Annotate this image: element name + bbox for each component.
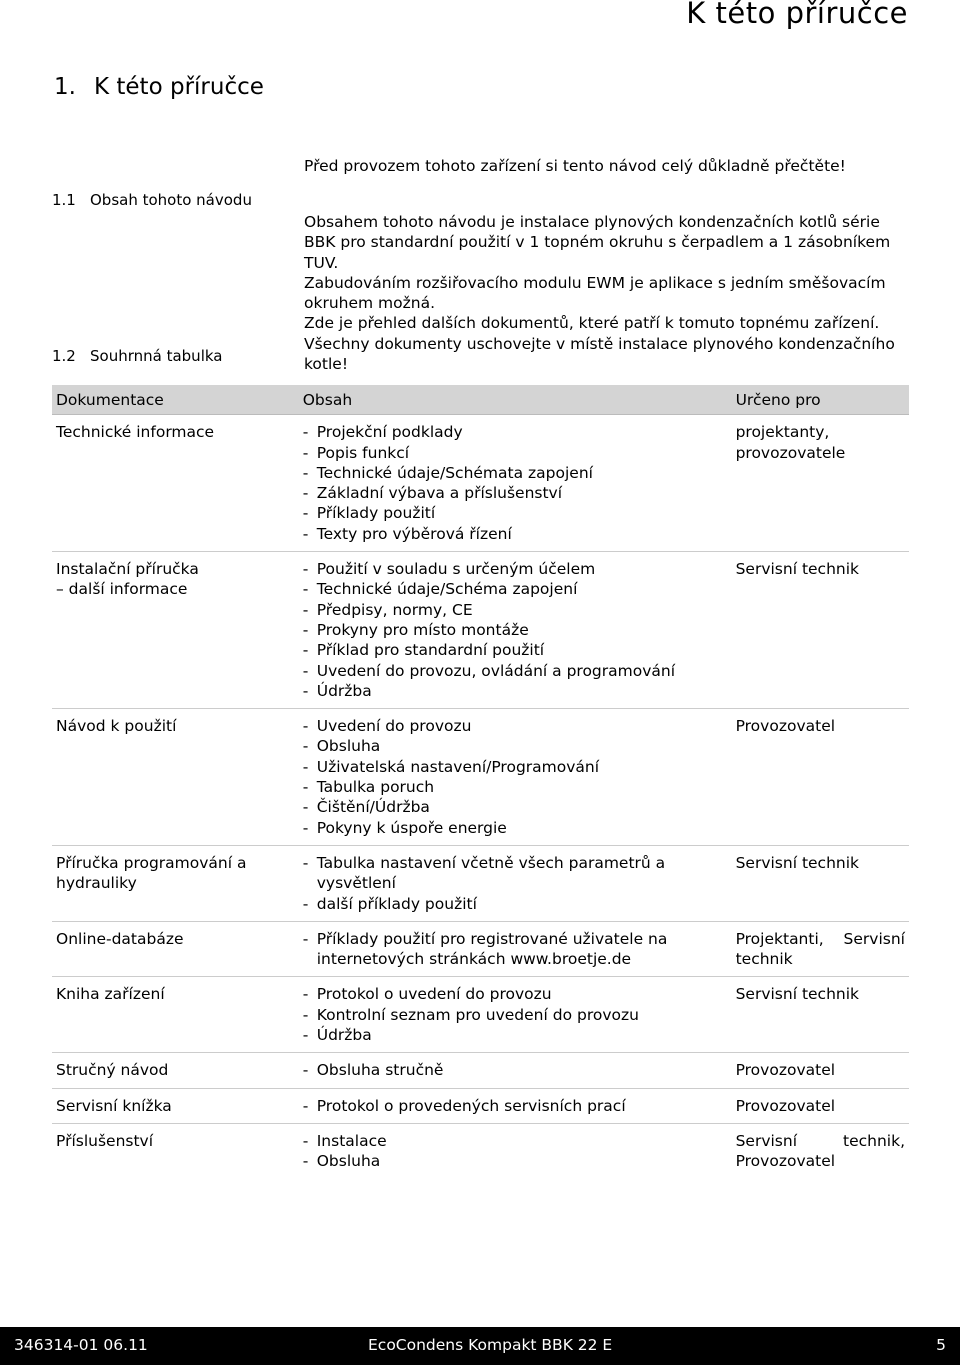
dash-bullet-icon: - <box>302 818 309 837</box>
list-item-text: Základní výbava a příslušenství <box>316 484 563 503</box>
document-subtitle: – další informace <box>56 580 188 599</box>
list-item <box>303 736 728 756</box>
cell-content <box>299 709 732 846</box>
list-item-text: Instalace <box>316 1131 387 1150</box>
list-item-text: Čištění/Údržba <box>316 798 430 817</box>
content-list <box>303 422 728 544</box>
list-item <box>303 600 728 620</box>
dash-bullet-icon: - <box>302 737 309 756</box>
list-item <box>303 1096 728 1116</box>
dash-bullet-icon: - <box>302 681 309 700</box>
list-item-text: Technické údaje/Schéma zapojení <box>316 580 578 599</box>
dash-bullet-icon: - <box>302 778 309 797</box>
content-list <box>303 1096 728 1116</box>
cell-content <box>299 845 732 921</box>
content-list <box>303 559 728 701</box>
list-item-text: Uvedení do provozu, ovládání a programování <box>316 661 676 680</box>
dash-bullet-icon: - <box>302 798 309 817</box>
list-item <box>303 524 728 544</box>
list-item-text: Příklady použití <box>316 504 436 523</box>
cell-content <box>299 552 732 709</box>
cell-documentation <box>52 415 299 552</box>
list-item <box>303 503 728 523</box>
list-item-text: Údržba <box>316 1026 372 1045</box>
chapter-number: 1. <box>54 74 76 100</box>
paragraph: Obsahem tohoto návodu je instalace plynových kondenzačních kotlů série BBK pro standardní použití v 1 topném okruhu s čerpadlem a 1 zásobníkem TUV. <box>304 213 891 272</box>
cell-intended-for: Provozovatel <box>735 717 836 736</box>
summary-table <box>52 385 909 1179</box>
list-item <box>303 1131 728 1151</box>
document-name: Instalační příručka <box>56 560 199 579</box>
chapter-heading <box>54 74 264 100</box>
list-item <box>303 640 728 660</box>
section-title: Obsah tohoto návodu <box>90 191 252 209</box>
list-item <box>303 777 728 797</box>
cell-documentation <box>52 921 299 977</box>
list-item-text: Předpisy, normy, CE <box>316 600 473 619</box>
list-item <box>303 579 728 599</box>
list-item <box>303 620 728 640</box>
list-item <box>303 483 728 503</box>
list-item <box>303 797 728 817</box>
table-row <box>52 921 909 977</box>
cell-documentation <box>52 1123 299 1178</box>
list-item <box>303 1005 728 1025</box>
cell-documentation <box>52 1088 299 1123</box>
dash-bullet-icon: - <box>302 641 309 660</box>
cell-intended-for: Servisní technik <box>735 853 860 872</box>
cell-intended-for: Provozovatel <box>735 1061 836 1080</box>
list-item <box>303 894 728 914</box>
document-code: 346314-01 06.11 <box>14 1336 148 1354</box>
document-name: Stručný návod <box>56 1061 169 1080</box>
dash-bullet-icon: - <box>302 1005 309 1024</box>
document-name: Návod k použití <box>56 717 177 736</box>
cell-content <box>299 1123 732 1178</box>
list-item <box>303 681 728 701</box>
column-header-content: Obsah <box>299 385 732 415</box>
section-number: 1.2 <box>52 347 76 365</box>
dash-bullet-icon: - <box>302 717 309 736</box>
content-list <box>303 984 728 1045</box>
table-row <box>52 1088 909 1123</box>
table-body <box>52 415 909 1179</box>
cell-documentation <box>52 977 299 1053</box>
list-item <box>303 1151 728 1171</box>
list-item-text: Technické údaje/Schémata zapojení <box>316 463 593 482</box>
table-row <box>52 845 909 921</box>
table-row <box>52 1053 909 1088</box>
table-row <box>52 709 909 846</box>
dash-bullet-icon: - <box>302 580 309 599</box>
document-name: Technické informace <box>56 423 215 442</box>
list-item-text: Protokol o provedených servisních prací <box>316 1096 626 1115</box>
cell-documentation <box>52 845 299 921</box>
list-item-text: Kontrolní seznam pro uvedení do provozu <box>316 1005 639 1024</box>
document-name: Online-databáze <box>56 929 184 948</box>
section-number: 1.1 <box>52 191 76 209</box>
list-item-text: Projekční podklady <box>316 423 463 442</box>
list-item-text: Příklad pro standardní použití <box>316 641 545 660</box>
list-item <box>303 853 728 894</box>
section-1-1-heading <box>52 191 252 209</box>
cell-intended-for: Servisní technik <box>735 560 860 579</box>
list-item-text: Údržba <box>316 681 372 700</box>
list-item-text: Použití v souladu s určeným účelem <box>316 560 596 579</box>
intro-warning: Před provozem tohoto zařízení si tento návod celý důkladně přečtěte! <box>304 157 846 175</box>
list-item-text: další příklady použití <box>316 894 477 913</box>
dash-bullet-icon: - <box>302 1096 309 1115</box>
list-item-text: Uživatelská nastavení/Programování <box>316 757 600 776</box>
chapter-title: K této příručce <box>94 74 264 100</box>
list-item <box>303 818 728 838</box>
cell-documentation <box>52 709 299 846</box>
document-name: Servisní knížka <box>56 1096 172 1115</box>
list-item-text: Příklady použití pro registrované uživatele na internetových stránkách www.broetje.de <box>316 929 668 969</box>
table-row <box>52 977 909 1053</box>
dash-bullet-icon: - <box>302 894 309 913</box>
list-item-text: Protokol o uvedení do provozu <box>316 985 552 1004</box>
list-item <box>303 422 728 442</box>
dash-bullet-icon: - <box>302 484 309 503</box>
list-item <box>303 463 728 483</box>
list-item <box>303 757 728 777</box>
section-1-2-heading <box>52 347 222 365</box>
table-header-row <box>52 385 909 415</box>
content-list <box>303 853 728 914</box>
dash-bullet-icon: - <box>302 620 309 639</box>
dash-bullet-icon: - <box>302 1131 309 1150</box>
list-item <box>303 661 728 681</box>
cell-content <box>299 415 732 552</box>
cell-intended-for: Servisní technik, Provozovatel <box>735 1131 905 1171</box>
column-header-intended-for: Určeno pro <box>732 385 909 415</box>
list-item-text: Obsluha <box>316 737 381 756</box>
document-name: Příručka programování a hydrauliky <box>56 853 247 893</box>
content-list <box>303 1131 728 1172</box>
list-item-text: Tabulka nastavení včetně všech parametrů a vysvětlení <box>316 853 666 893</box>
section-1-1-body <box>304 212 914 374</box>
cell-documentation <box>52 1053 299 1088</box>
dash-bullet-icon: - <box>302 929 309 948</box>
dash-bullet-icon: - <box>302 600 309 619</box>
cell-content <box>299 1088 732 1123</box>
page-footer <box>0 1327 960 1365</box>
list-item <box>303 1060 728 1080</box>
list-item-text: Prokyny pro místo montáže <box>316 620 529 639</box>
cell-intended-for: Provozovatel <box>735 1096 836 1115</box>
product-name: EcoCondens Kompakt BBK 22 E <box>368 1336 613 1354</box>
list-item <box>303 1025 728 1045</box>
list-item-text: Popis funkcí <box>316 443 410 462</box>
page-number: 5 <box>936 1336 946 1354</box>
dash-bullet-icon: - <box>302 1061 309 1080</box>
dash-bullet-icon: - <box>302 524 309 543</box>
content-list <box>303 1060 728 1080</box>
cell-intended-for: Servisní technik <box>735 985 860 1004</box>
cell-content <box>299 921 732 977</box>
dash-bullet-icon: - <box>302 560 309 579</box>
running-head: K této příručce <box>686 0 908 30</box>
cell-intended-for: Projektanti, Servisní technik <box>735 929 905 969</box>
content-list <box>303 716 728 838</box>
list-item-text: Obsluha stručně <box>316 1061 444 1080</box>
column-header-documentation: Dokumentace <box>52 385 299 415</box>
table-row <box>52 415 909 552</box>
list-item <box>303 716 728 736</box>
dash-bullet-icon: - <box>302 757 309 776</box>
list-item-text: Tabulka poruch <box>316 778 435 797</box>
dash-bullet-icon: - <box>302 661 309 680</box>
dash-bullet-icon: - <box>302 853 309 872</box>
content-list <box>303 929 728 970</box>
table-row <box>52 1123 909 1178</box>
list-item-text: Texty pro výběrová řízení <box>316 524 512 543</box>
list-item <box>303 929 728 970</box>
dash-bullet-icon: - <box>302 1152 309 1171</box>
cell-documentation <box>52 552 299 709</box>
dash-bullet-icon: - <box>302 443 309 462</box>
cell-content <box>299 977 732 1053</box>
paragraph: Zde je přehled dalších dokumentů, které patří k tomuto topnému zařízení. Všechny dokumenty uschovejte v místě instalace plynového kondenzačního kotle! <box>304 314 895 374</box>
document-name: Kniha zařízení <box>56 985 165 1004</box>
dash-bullet-icon: - <box>302 985 309 1004</box>
dash-bullet-icon: - <box>302 504 309 523</box>
list-item-text: Uvedení do provozu <box>316 717 472 736</box>
dash-bullet-icon: - <box>302 423 309 442</box>
list-item <box>303 443 728 463</box>
cell-intended-for: projektanty, provozovatele <box>735 423 846 462</box>
dash-bullet-icon: - <box>302 463 309 482</box>
document-name: Příslušenství <box>56 1131 154 1150</box>
list-item <box>303 984 728 1004</box>
cell-content <box>299 1053 732 1088</box>
paragraph: Zabudováním rozšiřovacího modulu EWM je aplikace s jedním směšovacím okruhem možná. <box>304 273 886 313</box>
section-title: Souhrnná tabulka <box>90 347 223 365</box>
dash-bullet-icon: - <box>302 1026 309 1045</box>
table-row <box>52 552 909 709</box>
list-item <box>303 559 728 579</box>
list-item-text: Obsluha <box>316 1152 381 1171</box>
list-item-text: Pokyny k úspoře energie <box>316 818 507 837</box>
